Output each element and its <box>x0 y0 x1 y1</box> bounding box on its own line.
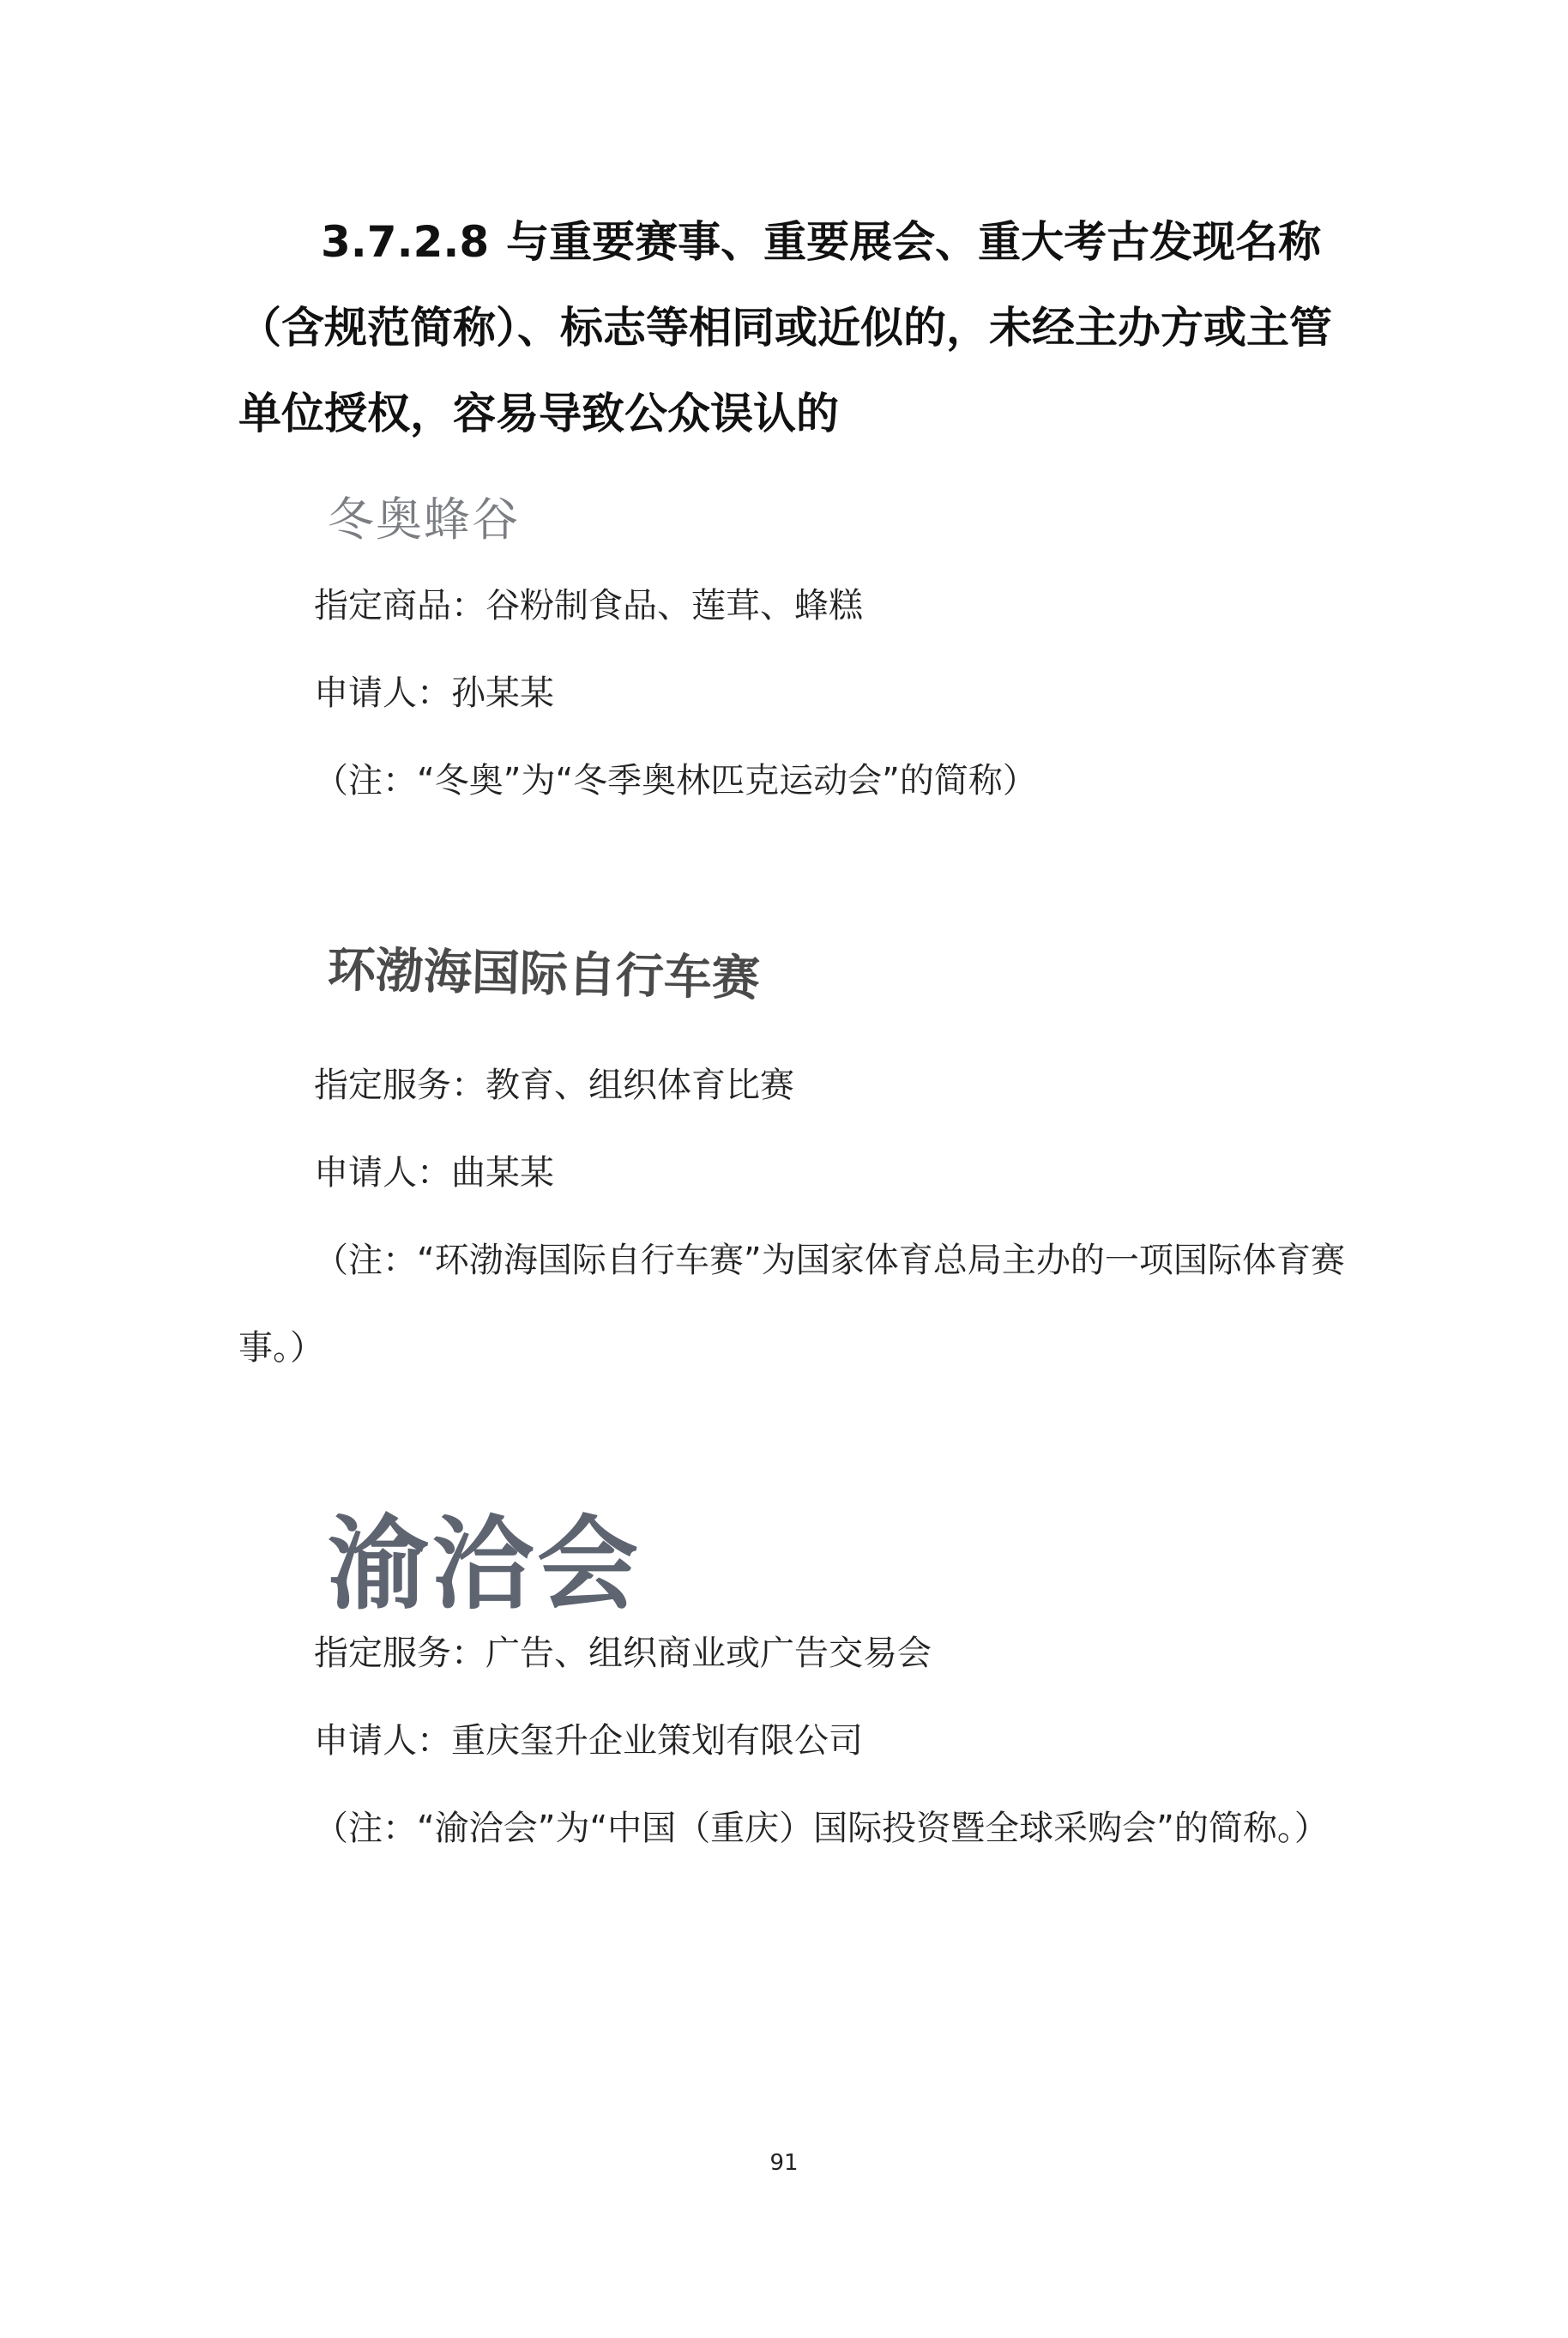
section-heading-line-3: 单位授权，容易导致公众误认的 <box>238 389 839 438</box>
applicant-1: 申请人：孙某某 <box>314 674 554 713</box>
designated-services-3: 指定服务：广告、组织商业或广告交易会 <box>314 1634 932 1673</box>
note-1: （注：“冬奥”为“冬季奥林匹克运动会”的简称） <box>314 761 1037 800</box>
section-heading <box>238 199 1345 456</box>
applicant-2: 申请人：曲某某 <box>314 1153 554 1193</box>
note-2: （注：“环渤海国际自行车赛”为国家体育总局主办的一项国际体育赛事。） <box>238 1241 1345 1368</box>
designated-goods-1: 指定商品：谷粉制食品、莲茸、蜂糕 <box>314 586 863 625</box>
applicant-3: 申请人：重庆玺升企业策划有限公司 <box>314 1721 863 1761</box>
section-heading-line-1 <box>238 199 1345 285</box>
trademark-image-2: 环渤海国际自行车赛 <box>327 942 761 1007</box>
page-number: 91 <box>769 2150 799 2176</box>
section-title-part-1: 与重要赛事、重要展会、重大考古发现名称 <box>506 217 1322 267</box>
note-3: （注：“渝洽会”为“中国（重庆）国际投资暨全球采购会”的简称。） <box>314 1809 1329 1848</box>
section-heading-line-2: （含规范简称）、标志等相同或近似的，未经主办方或主管 <box>238 303 1332 353</box>
trademark-image-3: 渝洽会 <box>328 1505 642 1623</box>
trademark-image-1: 冬奥蜂谷 <box>328 492 520 547</box>
designated-services-2: 指定服务：教育、组织体育比赛 <box>314 1066 794 1105</box>
section-number: 3.7.2.8 <box>321 217 490 267</box>
